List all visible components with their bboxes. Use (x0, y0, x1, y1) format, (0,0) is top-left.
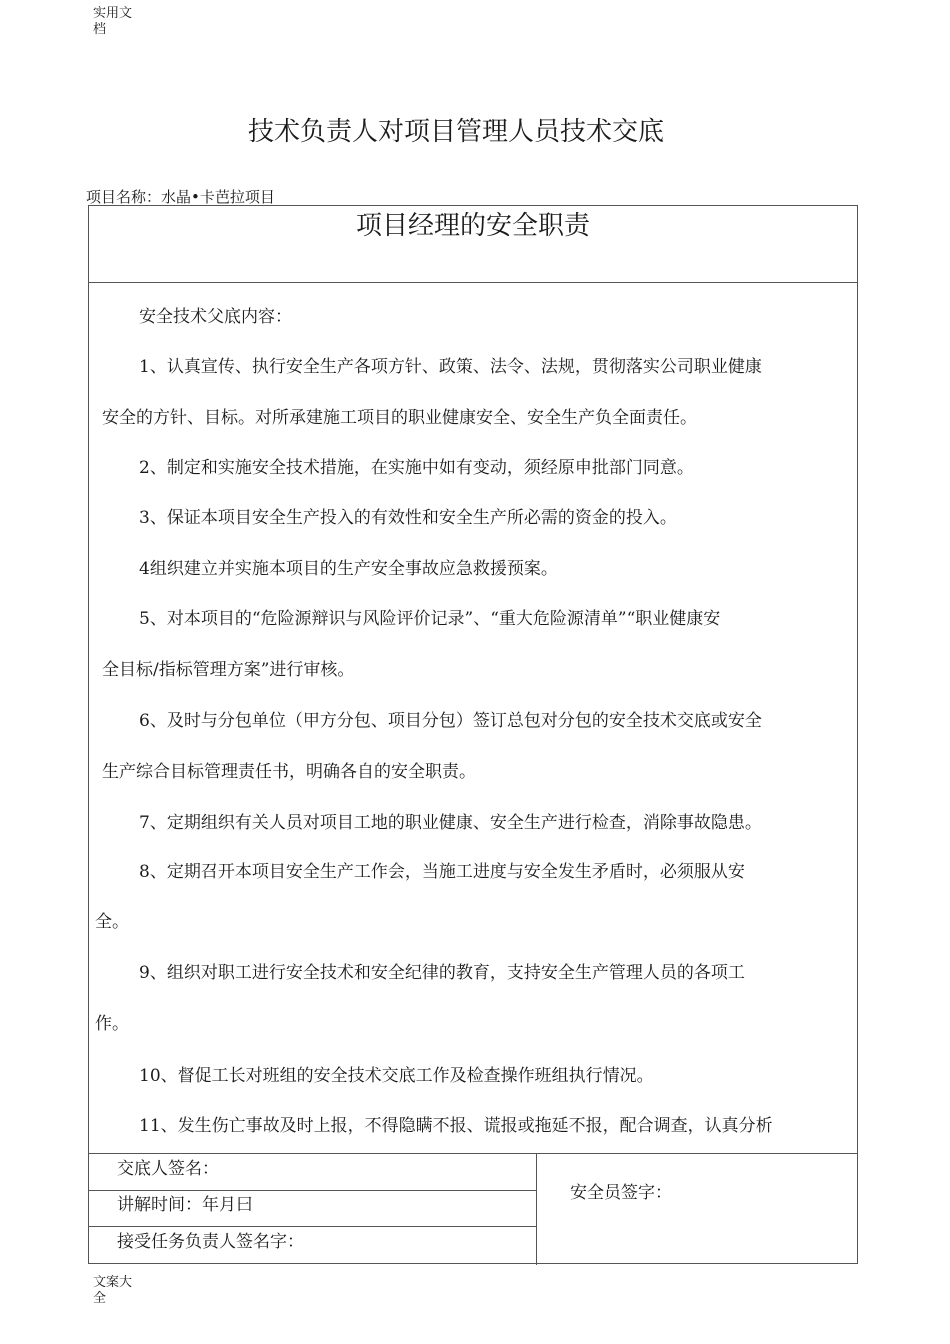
content-line: 全目标/指标管理方案”进行审核。 (102, 660, 355, 680)
content-line: 作。 (95, 1014, 129, 1034)
section-title: 项目经理的安全职责 (355, 211, 590, 241)
content-line: 8、定期召开本项目安全生产工作会，当施工进度与安全发生矛盾时，必须服从安 (139, 862, 745, 882)
signature-area (89, 1153, 857, 1265)
receiver-signature-label: 接受任务负责人签名字： (117, 1232, 304, 1252)
content-body (89, 283, 857, 1153)
discloser-signature-label: 交底人签名： (117, 1159, 219, 1179)
content-line: 9、组织对职工进行安全技术和安全纪律的教育，支持安全生产管理人员的各项工 (139, 963, 745, 983)
content-line: 5、对本项目的“危险源辩识与风险评价记录”、“重大危险源清单”“职业健康安 (139, 609, 721, 629)
safety-officer-signature-label: 安全员签字： (570, 1183, 672, 1203)
project-name: 项目名称：水晶•卡芭拉项目 (86, 188, 275, 206)
header-note: 实用文档 (93, 6, 133, 37)
section-header (89, 206, 857, 283)
signature-divider (536, 1154, 537, 1265)
content-line: 生产综合目标管理责任书，明确各自的安全职责。 (102, 762, 476, 782)
content-line: 2、制定和实施安全技术措施，在实施中如有变动，须经原申批部门同意。 (139, 458, 694, 478)
document-title: 技术负责人对项目管理人员技术交底 (248, 117, 665, 147)
signature-row-divider (89, 1190, 536, 1191)
explanation-time-label: 讲解时间：年月曰 (117, 1195, 253, 1215)
content-line: 全。 (95, 912, 129, 932)
disclosure-form (88, 205, 858, 1264)
content-line: 10、督促工长对班组的安全技术交底工作及检查操作班组执行情况。 (139, 1066, 654, 1086)
content-line: 4组织建立并实施本项目的生产安全事故应急救援预案。 (139, 559, 558, 579)
content-line: 安全的方针、目标。对所承建施工项目的职业健康安全、安全生产负全面责任。 (102, 408, 697, 428)
content-line: 6、及时与分包单位（甲方分包、项目分包）签订总包对分包的安全技术交底或安全 (139, 711, 762, 731)
content-line: 1、认真宣传、执行安全生产各项方针、政策、法令、法规，贯彻落实公司职业健康 (139, 357, 762, 377)
content-line: 11、发生伤亡事故及时上报，不得隐瞒不报、谎报或拖延不报，配合调查，认真分析 (139, 1116, 773, 1136)
content-line: 3、保证本项目安全生产投入的有效性和安全生产所必需的资金的投入。 (139, 508, 677, 528)
signature-row-divider (89, 1226, 536, 1227)
footer-note: 文案大全 (93, 1275, 133, 1306)
content-line: 7、定期组织有关人员对项目工地的职业健康、安全生产进行检查，消除事故隐患。 (139, 813, 762, 833)
content-line: 安全技术父底内容： (139, 307, 292, 327)
